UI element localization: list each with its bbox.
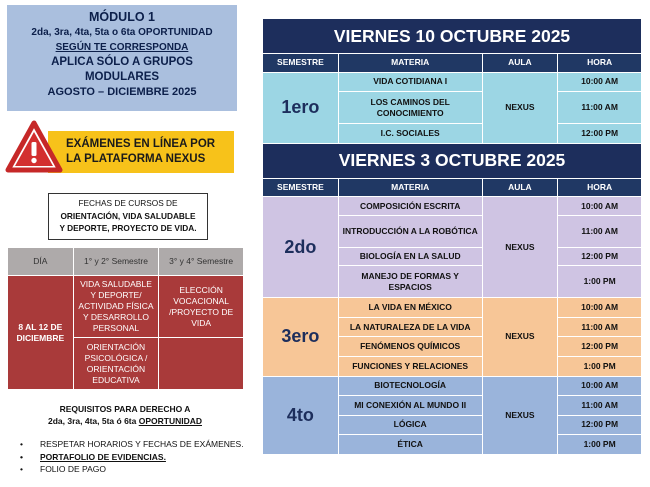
hora-cell: 11:00 AM bbox=[558, 92, 642, 124]
exam-online-banner bbox=[48, 131, 234, 173]
hora-cell: 10:00 AM bbox=[558, 72, 642, 92]
table-row: VIDA COTIDIANA I bbox=[338, 72, 482, 92]
col-aula: AULA bbox=[482, 178, 558, 197]
day2-title: VIERNES 3 OCTUBRE 2025 bbox=[263, 143, 642, 178]
table-row: LÓGICA bbox=[338, 415, 482, 435]
semestre-3ero: 3ero bbox=[263, 298, 339, 376]
fechas-cursos-box bbox=[48, 193, 208, 240]
table-row: BIOLOGÍA EN LA SALUD bbox=[338, 247, 482, 266]
requisitos-oportunidad-bold: OPORTUNIDAD bbox=[138, 416, 202, 426]
semestre-2do: 2do bbox=[263, 197, 339, 298]
requisitos-block bbox=[30, 403, 220, 427]
table-row: BIOTECNOLOGÍA bbox=[338, 376, 482, 396]
hora-cell: 1:00 PM bbox=[558, 266, 642, 298]
vida-saludable-cell: VIDA SALUDABLE Y DEPORTE/ ACTIVIDAD FÍSICA Y DESARROLLO PERSONAL bbox=[73, 276, 159, 338]
hora-cell: 12:00 PM bbox=[558, 124, 642, 144]
col-semestre: SEMESTRE bbox=[263, 178, 339, 197]
col-semestre: SEMESTRE bbox=[263, 54, 339, 73]
semestre-1ero: 1ero bbox=[263, 72, 339, 143]
requisitos-oportunidad-pre: 2da, 3ra, 4ta, 5ta ó 6ta bbox=[48, 416, 139, 426]
eleccion-vocacional-cell: ELECCIÓN VOCACIONAL /PROYECTO DE VIDA bbox=[159, 276, 244, 338]
aula-nexus: NEXUS bbox=[482, 72, 558, 143]
table-row: FENÓMENOS QUÍMICOS bbox=[338, 337, 482, 357]
table-row: I.C. SOCIALES bbox=[338, 124, 482, 144]
exam-schedule-table bbox=[262, 18, 642, 455]
aula-nexus: NEXUS bbox=[482, 376, 558, 454]
hora-cell: 10:00 AM bbox=[558, 197, 642, 216]
header-3-4-semestre: 3° y 4° Semestre bbox=[159, 248, 244, 276]
semestre-4to: 4to bbox=[263, 376, 339, 454]
table-row: MANEJO DE FORMAS Y ESPACIOS bbox=[338, 266, 482, 298]
hora-cell: 11:00 AM bbox=[558, 215, 642, 247]
hora-cell: 12:00 PM bbox=[558, 415, 642, 435]
hora-cell: 10:00 AM bbox=[558, 298, 642, 318]
day1-title: VIERNES 10 OCTUBRE 2025 bbox=[263, 19, 642, 54]
fechas-line-2: ORIENTACIÓN, VIDA SALUDABLE bbox=[60, 210, 196, 221]
courses-table bbox=[7, 247, 244, 390]
modulo-aplica: APLICA SÓLO A GRUPOS bbox=[51, 56, 193, 68]
orientacion-psicologica-cell: ORIENTACIÓN PSICOLÓGICA / ORIENTACIÓN EDUCATIVA bbox=[73, 338, 159, 390]
hora-cell: 12:00 PM bbox=[558, 247, 642, 266]
modulo-segun: SEGÚN TE CORRESPONDA bbox=[55, 42, 189, 53]
list-item: • PORTAFOLIO DE EVIDENCIAS. bbox=[20, 451, 244, 464]
table-row: COMPOSICIÓN ESCRITA bbox=[338, 197, 482, 216]
modulo-modulares: MODULARES bbox=[84, 71, 160, 83]
table-row: INTRODUCCIÓN A LA ROBÓTICA bbox=[338, 215, 482, 247]
hora-cell: 11:00 AM bbox=[558, 317, 642, 337]
hora-cell: 10:00 AM bbox=[558, 376, 642, 396]
modulo-oportunidad: 2da, 3ra, 4ta, 5ta o 6ta OPORTUNIDAD bbox=[31, 27, 213, 38]
table-row: LOS CAMINOS DEL CONOCIMIENTO bbox=[338, 92, 482, 124]
header-1-2-semestre: 1° y 2° Semestre bbox=[73, 248, 159, 276]
modulo-info-box bbox=[7, 5, 237, 111]
requisitos-list bbox=[20, 438, 244, 476]
hora-cell: 12:00 PM bbox=[558, 337, 642, 357]
col-materia: MATERIA bbox=[338, 54, 482, 73]
modulo-periodo: AGOSTO – DICIEMBRE 2025 bbox=[47, 86, 197, 98]
col-materia: MATERIA bbox=[338, 178, 482, 197]
table-row: MI CONEXIÓN AL MUNDO II bbox=[338, 396, 482, 416]
table-row: ÉTICA bbox=[338, 435, 482, 455]
fechas-line-1: FECHAS DE CURSOS DE bbox=[78, 198, 178, 208]
warning-triangle-icon bbox=[5, 120, 63, 174]
empty-cell bbox=[159, 338, 244, 390]
col-aula: AULA bbox=[482, 54, 558, 73]
table-row: LA VIDA EN MÉXICO bbox=[338, 298, 482, 318]
warning-line-1: EXÁMENES EN LÍNEA POR bbox=[66, 138, 216, 150]
col-hora: HORA bbox=[558, 178, 642, 197]
aula-nexus: NEXUS bbox=[482, 197, 558, 298]
header-dia: DÍA bbox=[8, 248, 74, 276]
hora-cell: 11:00 AM bbox=[558, 396, 642, 416]
hora-cell: 1:00 PM bbox=[558, 356, 642, 376]
requisitos-title: REQUISITOS PARA DERECHO A bbox=[59, 404, 191, 414]
table-row: FUNCIONES Y RELACIONES bbox=[338, 356, 482, 376]
col-hora: HORA bbox=[558, 54, 642, 73]
table-row: LA NATURALEZA DE LA VIDA bbox=[338, 317, 482, 337]
requisitos-oportunidad bbox=[30, 415, 220, 427]
fechas-line-3: Y DEPORTE, PROYECTO DE VIDA. bbox=[59, 223, 197, 233]
warning-line-2: LA PLATAFORMA NEXUS bbox=[66, 153, 206, 165]
aula-nexus: NEXUS bbox=[482, 298, 558, 376]
hora-cell: 1:00 PM bbox=[558, 435, 642, 455]
dia-cell: 8 AL 12 DE DICIEMBRE bbox=[8, 276, 74, 390]
modulo-title: MÓDULO 1 bbox=[89, 10, 155, 24]
list-item: • FOLIO DE PAGO bbox=[20, 463, 244, 476]
list-item: • RESPETAR HORARIOS Y FECHAS DE EXÁMENES. bbox=[20, 438, 244, 451]
